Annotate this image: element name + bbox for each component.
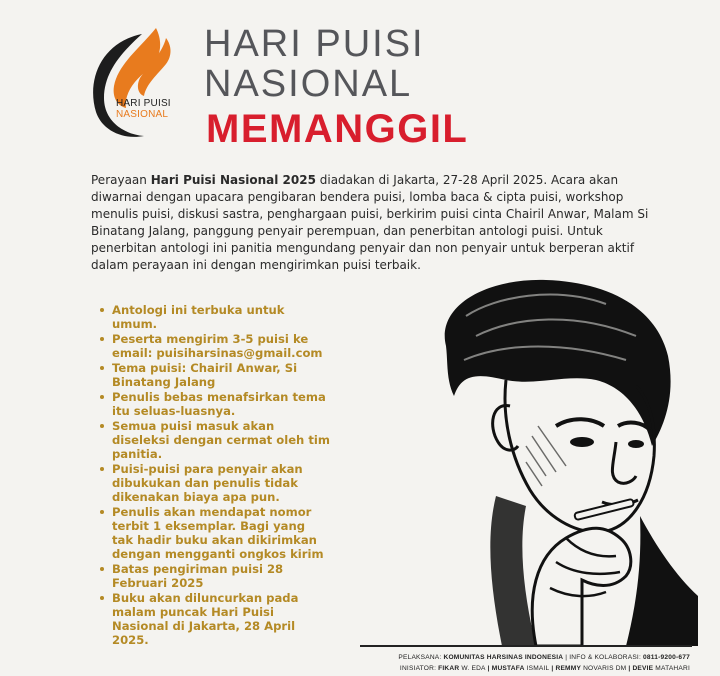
initiator-1-rest: W. EDA	[459, 665, 486, 672]
title-line2: NASIONAL	[204, 63, 413, 105]
initiator-4-first: DEVIE	[632, 665, 654, 672]
initiator-2-rest: ISMAIL	[524, 665, 550, 672]
list-item: Buku akan diluncurkan pada malam puncak Hari Puisi Nasional di Jakarta, 28 April 2025.	[98, 591, 330, 647]
flame-logo-icon	[82, 24, 186, 144]
list-item: Peserta mengirim 3-5 puisi ke email: puisiharsinas@gmail.com	[98, 332, 330, 360]
portrait-illustration-icon	[406, 276, 700, 646]
intro-paragraph	[91, 172, 651, 274]
footer-divider	[360, 645, 692, 647]
initiator-4-rest: MATAHARI	[653, 665, 690, 672]
footer-organizer-line	[398, 654, 690, 661]
initiator-3-rest: NOVARIS DM	[581, 665, 627, 672]
logo-text-line2: NASIONAL	[116, 109, 169, 120]
initiator-1-first: FIKAR	[438, 665, 460, 672]
initiator-2-first: MUSTAFA	[491, 665, 525, 672]
list-item: Antologi ini terbuka untuk umum.	[98, 303, 330, 331]
title-line1: HARI PUISI	[204, 23, 425, 65]
list-item: Semua puisi masuk akan diseleksi dengan cermat oleh tim panitia.	[98, 419, 330, 461]
list-item: Penulis bebas menafsirkan tema itu seluas-luasnya.	[98, 390, 330, 418]
separator: |	[485, 665, 492, 672]
list-item: Tema puisi: Chairil Anwar, Si Binatang Jalang	[98, 361, 330, 389]
footer-initiators-line	[400, 665, 690, 672]
initiator-3-first: REMMY	[555, 665, 582, 672]
organizer-label: PELAKSANA:	[398, 654, 444, 661]
contact-label: | INFO & KOLABORASI:	[563, 654, 644, 661]
list-item: Penulis akan mendapat nomor terbit 1 eksemplar. Bagi yang tak hadir buku akan dikirimkan dengan mengganti ongkos kirim	[98, 505, 330, 561]
intro-event-name: Hari Puisi Nasional 2025	[150, 173, 316, 187]
list-item: Batas pengiriman puisi 28 Februari 2025	[98, 562, 330, 590]
initiator-label: INISIATOR:	[399, 665, 439, 672]
separator: |	[549, 665, 556, 672]
hari-puisi-nasional-logo	[82, 24, 186, 144]
chairil-anwar-portrait	[406, 276, 700, 646]
separator: |	[626, 665, 633, 672]
intro-text-body: diadakan di Jakarta, 27-28 April 2025. Acara akan diwarnai dengan upacara pengibaran bendera puisi, lomba baca & cipta puisi, workshop menulis puisi, diskusi sastra, penghargaan puisi, berkirim puisi cinta Chairil Anwar, Malam Si Binatang Jalang, panggung penyair perempuan, dan penerbitan antologi puisi. Untuk penerbitan antologi ini panitia mengundang penyair dan non penyair untuk berperan aktif dalam perayaan ini dengan mengirimkan puisi terbaik.	[91, 173, 649, 272]
submission-rules-list	[98, 303, 330, 648]
title-line3: MEMANGGIL	[206, 107, 469, 151]
contact-phone: 0811-9200-677	[643, 654, 690, 661]
organizer-name: KOMUNITAS HARSINAS INDONESIA	[443, 654, 564, 661]
intro-text-start: Perayaan	[91, 173, 151, 187]
logo-text-line1: HARI PUISI	[116, 98, 171, 109]
list-item: Puisi-puisi para penyair akan dibukukan dan penulis tidak dikenakan biaya apa pun.	[98, 462, 330, 504]
